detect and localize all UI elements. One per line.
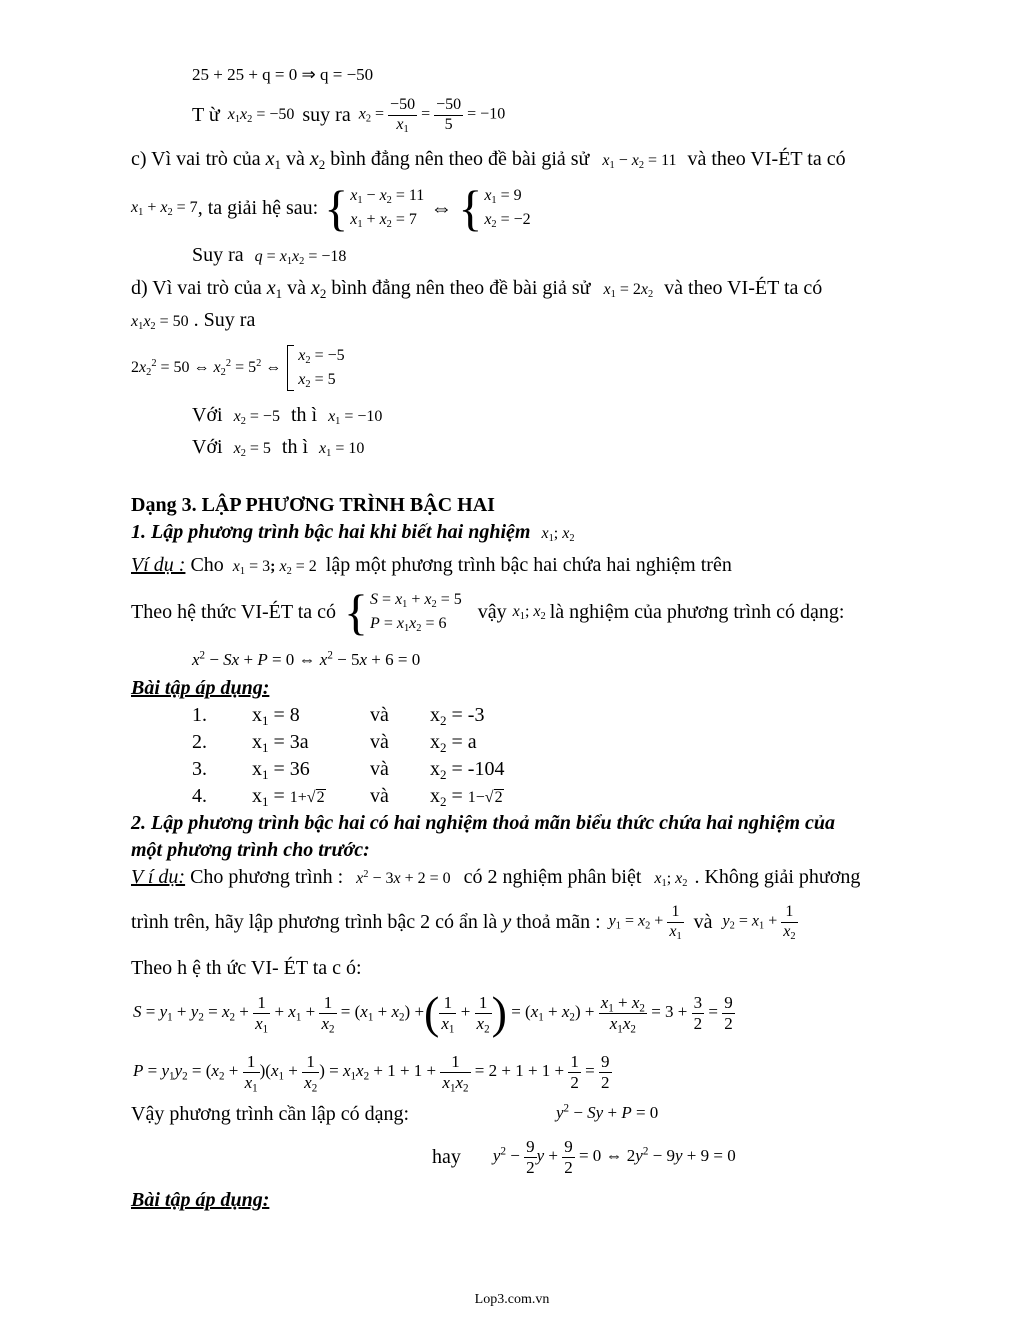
text-tu: T ừ (192, 104, 220, 126)
text-example: lập một phương trình bậc hai chứa hai nghiệm trên (325, 554, 732, 576)
text-viet: và theo VI-ÉT ta có (687, 148, 846, 170)
example-1: Ví dụ : Cho $x_1 = 3$; $x_2 = 2$ lập một phương trình bậc hai chứa hai nghiệm trên (131, 554, 732, 578)
text-cho: Cho (190, 554, 224, 576)
line-d: d) Vì vai trò của $x_1$ và $x_2$ bình đẳng nên theo đề bài giả sử $x_1 = 2x_2$ và theo VI-ÉT ta có (131, 277, 823, 301)
subsection-1: 1. Lập phương trình bậc hai khi biết hai nghiệm $x_1$; $x_2$ (131, 521, 575, 545)
eq-product: $x_1x_2 = -50$ (227, 106, 295, 126)
text-hay: hay (432, 1146, 461, 1168)
text-theo-viet-2: Theo h ệ th ức VI- ÉT ta c ó: (131, 957, 362, 979)
equation-S: $S = y_1 + y_2 = x_2$ + $\frac{1}{x_1}$ + $x_1$ + $\frac{1}{x_2}$ = $(x_1 + x_2)$ + ( $\frac{1}{x_1}$ + $\frac{1}{x_2}$ ) = $(x_1 + x_2)$ + $\frac{x_1 + x_2}{x_1x_2}$ = 3 + $\frac{3}{2}$ = $\frac{9}{2}$ (133, 987, 733, 1038)
exercise-heading-2: Bài tập áp dụng: (131, 1189, 270, 1211)
text-khong-giai: . Không giải phương (694, 866, 861, 888)
section-heading: Dạng 3. LẬP PHƯƠNG TRÌNH BẬC HAI (131, 494, 495, 516)
line-voi-1: Với $x_2 = -5$ th ì $x_1 = -10$ (192, 404, 383, 428)
example-2: V í dụ: Cho phương trình : $x^2 - 3x + 2 = 0$ có 2 nghiệm phân biệt $x_1$; $x_2$ . Không giải phương (131, 866, 861, 890)
exercise-1: 1. $x_1 = 8$ và $x_2 = -3$ (192, 704, 485, 728)
line-d3: $2x_2^2 = 50$ ⇔ $x_2^2 = 5^2$ ⇔ $x_2 = -5$ $x_2 = 5$ (131, 340, 345, 396)
example-2-label: V í dụ: (131, 866, 186, 888)
system-sp: { $S = x_1 + x_2 = 5$ $P = x_1x_2 = 6$ (344, 584, 462, 640)
text-trinh-tren: trình trên, hãy lập phương trình bậc 2 có ẩn là (131, 911, 498, 933)
equation-vay: $y^2 - Sy + P = 0$ (556, 1102, 659, 1122)
eq-x2: $x_2$ = $\frac{-50}{x_1}$ = $\frac{-50}{5}$ = −10 (358, 96, 506, 135)
bracket-system: $x_2 = -5$ $x_2 = 5$ (287, 344, 344, 392)
equation-P: $P = y_1y_2 = (x_2$ + $\frac{1}{x_1}$ )($x_1$ + $\frac{1}{x_2}$ ) = $x_1x_2 + 1 + 1$ + $\frac{1}{x_1x_2}$ = 2 + 1 + 1 + $\frac{1}{2}$ = $\frac{9}{2}$ (133, 1051, 610, 1094)
line-d2: $x_1x_2 = 50$ . Suy ra (131, 309, 256, 333)
text-cho-pt: Cho phương trình : (190, 866, 344, 888)
line-hay: hay $y^2$ − $\frac{9}{2}$ y + $\frac{9}{2}$ = 0 ⇔ $2y^2 - 9y + 9 = 0$ (432, 1136, 736, 1177)
line-y-defs: trình trên, hãy lập phương trình bậc 2 có ẩn là y thoả mãn : $y_1 = x_2$ + $\frac{1}{x_1}$ và $y_2 = x_1$ + $\frac{1}{x_2}$ (131, 903, 796, 942)
exercise-3: 3. $x_1 = 36$ và $x_2 = -104$ (192, 758, 505, 782)
footer: Lop3.com.vn (474, 1292, 550, 1307)
exercise-2: 2. $x_1 = 3a$ và $x_2 = a$ (192, 731, 477, 755)
line-viet-system: Theo hệ thức VI-ÉT ta có { $S = x_1 + x_2 = 5$ $P = x_1x_2 = 6$ vậy $x_1$; $x_2$ là nghiệm của phương trình có dạng: (131, 584, 845, 640)
text-voi: Với (192, 404, 223, 426)
system-1: { $x_1 - x_2 = 11$ $x_1 + x_2 = 7$ (324, 180, 425, 236)
line-voi-2: Với $x_2 = 5$ th ì $x_1 = 10$ (192, 436, 365, 460)
line-c-system: $x_1 + x_2 = 7$ , ta giải hệ sau: { $x_1 - x_2 = 11$ $x_1 + x_2 = 7$ ⇔ { $x_1 = 9$ $x_2 = -2$ (131, 180, 531, 236)
exercise-4: 4. $x_1 = 1+√2$ và $x_2 = 1-√2$ (192, 785, 503, 809)
text-vay-pt: Vậy phương trình cần lập có dạng: (131, 1103, 410, 1125)
text-nghiem-phan-biet: có 2 nghiệm phân biệt (463, 866, 642, 888)
text-va: và (693, 911, 713, 933)
example-label: Ví dụ : (131, 554, 186, 576)
equation-q: 25 + 25 + q = 0 ⇒ q = −50 (192, 65, 374, 84)
text-suy-ra-d: . Suy ra (193, 309, 256, 331)
line-tu (192, 94, 505, 136)
system-2: { $x_1 = 9$ $x_2 = -2$ (458, 180, 531, 236)
text-y: y (502, 911, 512, 933)
text-voi: Với (192, 436, 223, 458)
text-thi: th ì (290, 404, 318, 426)
line-c: c) Vì vai trò của $x_1$ và $x_2$ bình đẳng nên theo đề bài giả sử $x_1 - x_2 = 11$ và theo VI-ÉT ta có (131, 148, 846, 172)
text-suy-ra-q: Suy ra (192, 244, 244, 266)
text-vay: vậy (477, 601, 507, 623)
text-viet-d: và theo VI-ÉT ta có (664, 277, 823, 299)
subsection-2-line1: 2. Lập phương trình bậc hai có hai nghiệm thoả mãn biểu thức chứa hai nghiệm của (131, 812, 836, 834)
text-suy-ra: suy ra (302, 104, 351, 126)
subsection-2-line2: một phương trình cho trước: (131, 839, 370, 861)
line-suy-ra-q: Suy ra $q = x_1x_2 = -18$ (192, 244, 347, 268)
text-thoa-man: thoả mãn : (516, 911, 601, 933)
text-giai-he: , ta giải hệ sau: (197, 197, 319, 219)
exercise-heading: Bài tập áp dụng: (131, 677, 270, 699)
equation-pt: $x^2 - Sx + P = 0$ ⇔ $x^2 - 5x + 6 = 0$ (192, 649, 421, 669)
text-thi: th ì (281, 436, 309, 458)
text-theo-he-thuc: Theo hệ thức VI-ÉT ta có (131, 601, 337, 623)
subsection-1-title: 1. Lập phương trình bậc hai khi biết hai nghiệm (131, 521, 531, 543)
text-nghiem: là nghiệm của phương trình có dạng: (549, 601, 845, 623)
